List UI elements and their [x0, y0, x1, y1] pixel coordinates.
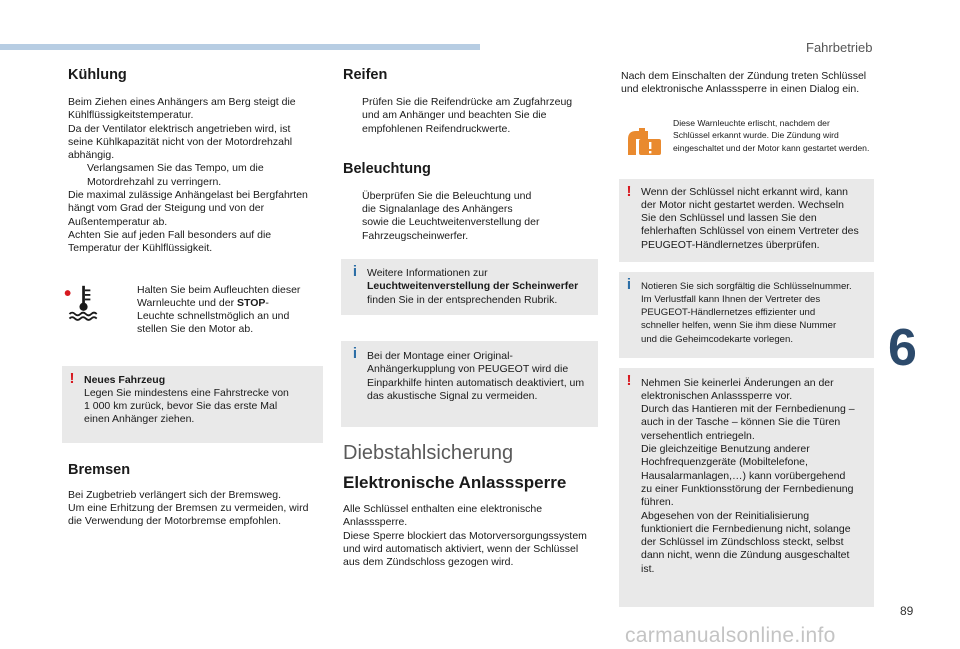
page-number: 89 [900, 604, 914, 618]
diebstahlsicherung-heading: Diebstahlsicherung [343, 442, 514, 465]
info-icon: i [352, 263, 358, 281]
new-vehicle-warning-box: ! Neues Fahrzeug Legen Sie mindestens eine Fahrstrecke von 1 000 km zurück, bevor Sie das erste Mal einen Anhänger ziehen. [62, 366, 323, 443]
column-1 [68, 66, 323, 528]
kuehlung-text-2: Die maximal zulässige Anhängelast bei Bergfahrten hängt vom Grad der Steigung und von der Außentemperatur ab. Achten Sie auf jeden Fall besonders auf die Temperatur der Kühlflüssigkeit. [68, 189, 308, 255]
warning-exclamation-icon: ! [626, 371, 632, 389]
anlasssperre-text: Alle Schlüssel enthalten eine elektronische Anlasssperre. Diese Sperre blockiert das Motorversorgungssystem und wird automatisch aktiviert, wenn der Schlüssel aus dem Zündschloss gezogen wird. [343, 503, 587, 569]
column-3 [621, 70, 874, 607]
reifen-heading: Reifen [343, 67, 388, 83]
key-not-recognized-warning-box: ! Wenn der Schlüssel nicht erkannt wird, kann der Motor nicht gestartet werden. Wechseln Sie den Schlüssel und lassen Sie den fehlerhaften Schlüssel von einem Vertreter des PEUGEOT-Händlernetzes überprüfen. [619, 179, 874, 262]
key-lock-warning-icon [625, 125, 663, 157]
warning-exclamation-icon: ! [626, 182, 632, 200]
stop-bullet: Halten Sie beim Aufleuchten dieser Warnleuchte und der STOP- Leuchte schnellstmöglich an und stellen Sie den Motor ab. [137, 283, 301, 336]
beleuchtung-heading: Beleuchtung [343, 160, 431, 177]
beleuchtung-bullet: Überprüfen Sie die Beleuchtung und die Signalanlage des Anhängers sowie die Leuchtweitenverstellung der Fahrzeugscheinwerfer. [362, 189, 540, 242]
chapter-number: 6 [888, 319, 917, 377]
reifen-bullet: Prüfen Sie die Reifendrücke am Zugfahrzeug und am Anhänger und beachten Sie die empfohlenen Reifendruckwerte. [362, 96, 573, 135]
info-icon: i [626, 275, 632, 293]
towbar-info-box: i Bei der Montage einer Original- Anhängerkupplung von PEUGEOT wird die Einparkhilfe hinten automatisch deaktiviert, um das akustische Signal zu vermeiden. [341, 341, 598, 427]
section-title: Fahrbetrieb [806, 40, 873, 55]
headlamp-info-box: i Weitere Informationen zur Leuchtweitenverstellung der Scheinwerfer finden Sie in der entsprechenden Rubrik. [341, 259, 598, 315]
bremsen-heading: Bremsen [68, 461, 131, 478]
elektronische-anlasssperre-heading: Elektronische Anlasssperre [343, 473, 567, 493]
coolant-temperature-warning-icon [64, 284, 104, 324]
kuehlung-text: Beim Ziehen eines Anhängers am Berg steigt die Kühlflüssigkeitstemperatur. Da der Ventilator elektrisch angetrieben wird, ist seine Kühlkapazität nicht von der Motordrehzahl abhängig. [68, 96, 296, 162]
bremsen-text: Bei Zugbetrieb verlängert sich der Bremsweg. Um eine Erhitzung der Bremsen zu vermeiden, wird die Verwendung der Motorbremse empfohlen. [68, 488, 309, 528]
warning-exclamation-icon: ! [69, 369, 75, 387]
watermark: carmanualsonline.info [625, 624, 836, 647]
no-modifications-warning-box: ! Nehmen Sie keinerlei Änderungen an der elektronischen Anlasssperre vor. Durch das Hantieren mit der Fernbedienung – auch in der Tasche – können Sie die Türen versehentlich entriegeln. Die gleichzeitige Benutzung anderer Hochfrequenzgeräte (Mobiltelefone, Hausalarmanlagen,…) kann vorübergehend zu einer Funktionsstörung der Fernbedienung führen. Abgesehen von der Reinitialisierung funktioniert die Fernbedienung nicht, solange der Schlüssel im Zündschloss steckt, selbst dann nicht, wenn die Zündung ausgeschaltet ist. [619, 368, 874, 607]
anlasssperre-intro: Nach dem Einschalten der Zündung treten Schlüssel und elektronische Anlasssperre in einen Dialog ein. [621, 70, 867, 96]
info-icon: i [352, 345, 358, 363]
kuehlung-heading: Kühlung [68, 67, 127, 83]
key-number-info-box: i Notieren Sie sich sorgfältig die Schlüsselnummer. Im Verlustfall kann Ihnen der Vertreter des PEUGEOT-Händlernetzes effizienter und schneller helfen, wenn Sie ihm diese Nummer und die Geheimcodekarte vorlegen. [619, 272, 874, 358]
coolant-warning-block [68, 284, 323, 354]
header-accent-bar [0, 44, 480, 50]
immobiliser-light-block [621, 117, 874, 173]
immobiliser-light-note: Diese Warnleuchte erlischt, nachdem der Schlüssel erkannt wurde. Die Zündung wird eingeschaltet und der Motor kann gestartet werden. [673, 117, 870, 153]
column-2 [343, 66, 598, 570]
kuehlung-bullet: Verlangsamen Sie das Tempo, um die Motordrehzahl zu verringern. [87, 162, 264, 188]
